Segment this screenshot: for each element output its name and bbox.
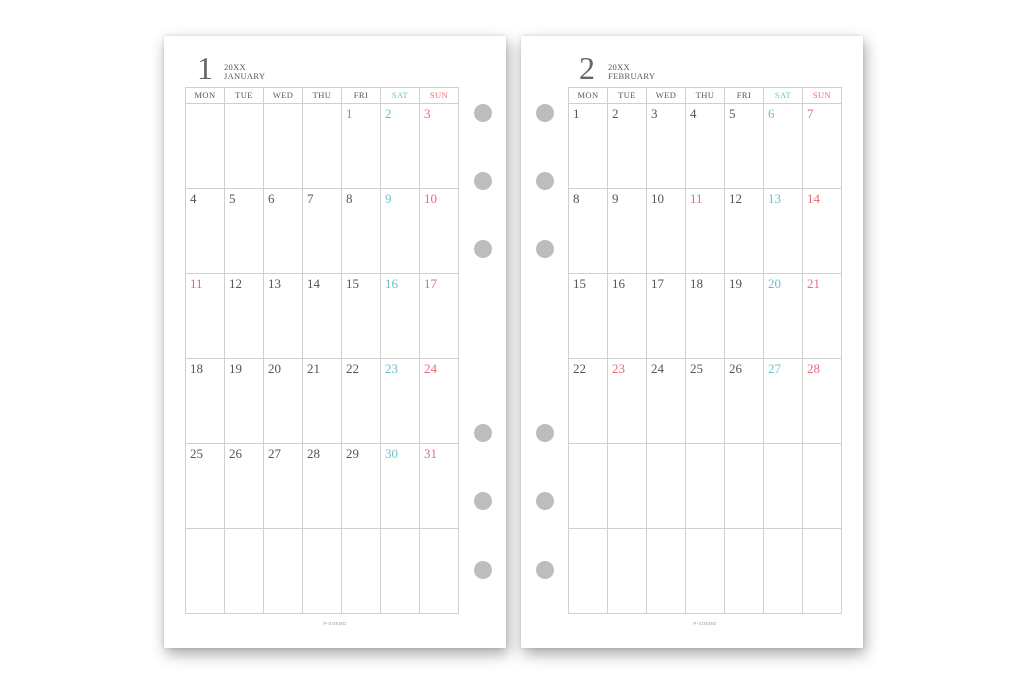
week-row (186, 359, 459, 444)
month-name: JANUARY (224, 71, 266, 81)
day-number: 9 (385, 191, 392, 206)
weekday-header-thu: THU (303, 88, 342, 104)
day-number: 6 (768, 106, 775, 121)
day-number: 1 (573, 106, 580, 121)
day-cell[interactable] (342, 529, 381, 614)
weekday-header-sun: SUN (803, 88, 842, 104)
day-cell[interactable] (803, 189, 842, 274)
day-number: 19 (729, 276, 742, 291)
day-number: 17 (424, 276, 437, 291)
day-cell[interactable] (764, 104, 803, 189)
binder-hole (536, 172, 554, 190)
week-row (186, 189, 459, 274)
day-number: 27 (268, 446, 281, 461)
week-row (569, 444, 842, 529)
day-number (803, 444, 841, 447)
day-cell[interactable] (569, 359, 608, 444)
weekday-header-fri: FRI (342, 88, 381, 104)
year-label: 20XX (608, 62, 630, 72)
day-number: 13 (268, 276, 281, 291)
weekday-header-sat: SAT (764, 88, 803, 104)
day-number: 30 (385, 446, 398, 461)
day-number: 10 (651, 191, 664, 206)
day-cell[interactable] (725, 359, 764, 444)
day-number: 15 (346, 276, 359, 291)
day-cell[interactable] (381, 189, 420, 274)
day-number (764, 444, 802, 447)
day-number (803, 529, 841, 532)
day-cell[interactable] (225, 359, 264, 444)
day-cell[interactable] (342, 189, 381, 274)
day-cell[interactable] (303, 529, 342, 614)
day-number: 15 (573, 276, 586, 291)
day-cell[interactable] (725, 529, 764, 614)
day-cell[interactable] (647, 274, 686, 359)
day-cell[interactable] (303, 104, 342, 189)
day-number (725, 529, 763, 532)
day-cell[interactable] (764, 529, 803, 614)
day-cell[interactable] (264, 529, 303, 614)
day-number: 20 (768, 276, 781, 291)
weekday-header-fri: FRI (725, 88, 764, 104)
day-cell[interactable] (420, 104, 459, 189)
day-number: 14 (307, 276, 320, 291)
calendar-page-january (164, 36, 506, 648)
day-cell[interactable] (803, 104, 842, 189)
day-cell[interactable] (686, 529, 725, 614)
day-cell[interactable] (264, 274, 303, 359)
day-number: 10 (424, 191, 437, 206)
day-cell[interactable] (381, 359, 420, 444)
week-row (569, 359, 842, 444)
weekday-header-sun: SUN (420, 88, 459, 104)
day-cell[interactable] (803, 274, 842, 359)
binder-hole (536, 104, 554, 122)
day-cell[interactable] (342, 444, 381, 529)
day-cell[interactable] (764, 444, 803, 529)
binder-hole (474, 172, 492, 190)
weekday-header-wed: WED (647, 88, 686, 104)
day-number: 3 (651, 106, 658, 121)
day-cell[interactable] (647, 444, 686, 529)
day-cell[interactable] (803, 359, 842, 444)
day-number: 19 (229, 361, 242, 376)
binder-hole (474, 424, 492, 442)
month-meta (224, 63, 265, 81)
day-cell[interactable] (725, 274, 764, 359)
weekday-header-thu: THU (686, 88, 725, 104)
day-cell[interactable] (608, 104, 647, 189)
day-cell[interactable] (342, 104, 381, 189)
day-number (647, 529, 685, 532)
day-number: 23 (385, 361, 398, 376)
day-number: 16 (385, 276, 398, 291)
binder-hole (474, 240, 492, 258)
day-cell[interactable] (764, 359, 803, 444)
day-cell[interactable] (303, 444, 342, 529)
day-cell[interactable] (569, 274, 608, 359)
day-number: 17 (651, 276, 664, 291)
day-number: 7 (307, 191, 314, 206)
year-label: 20XX (224, 62, 246, 72)
day-number (225, 529, 263, 532)
day-cell[interactable] (225, 189, 264, 274)
day-cell[interactable] (342, 359, 381, 444)
binder-hole (474, 561, 492, 579)
month-grid (568, 87, 842, 614)
day-cell[interactable] (569, 104, 608, 189)
day-cell[interactable] (264, 359, 303, 444)
binder-hole (536, 561, 554, 579)
day-number: 31 (424, 446, 437, 461)
day-cell[interactable] (225, 274, 264, 359)
binder-hole (536, 424, 554, 442)
day-number: 1 (346, 106, 353, 121)
day-number: 4 (190, 191, 197, 206)
binder-hole (474, 104, 492, 122)
day-number: 24 (651, 361, 664, 376)
day-cell[interactable] (647, 189, 686, 274)
day-cell[interactable] (608, 444, 647, 529)
day-cell[interactable] (264, 189, 303, 274)
day-cell[interactable] (686, 359, 725, 444)
day-cell[interactable] (569, 529, 608, 614)
day-cell[interactable] (186, 274, 225, 359)
day-number (225, 104, 263, 107)
day-number: 8 (346, 191, 353, 206)
day-cell[interactable] (686, 444, 725, 529)
day-number (420, 529, 458, 532)
day-number (342, 529, 380, 532)
day-number (264, 529, 302, 532)
weekday-header-tue: TUE (608, 88, 647, 104)
day-cell[interactable] (764, 274, 803, 359)
day-number (303, 104, 341, 107)
day-cell[interactable] (608, 189, 647, 274)
day-number: 13 (768, 191, 781, 206)
day-cell[interactable] (569, 189, 608, 274)
month-name: FEBRUARY (608, 71, 656, 81)
day-number: 23 (612, 361, 625, 376)
day-number: 3 (424, 106, 431, 121)
day-number: 22 (573, 361, 586, 376)
day-cell[interactable] (186, 359, 225, 444)
day-cell[interactable] (569, 444, 608, 529)
day-number: 12 (229, 276, 242, 291)
day-cell[interactable] (186, 529, 225, 614)
day-cell[interactable] (303, 359, 342, 444)
day-number: 25 (690, 361, 703, 376)
day-number (381, 529, 419, 532)
day-cell[interactable] (725, 444, 764, 529)
week-row (569, 529, 842, 614)
day-number (569, 444, 607, 447)
day-number: 11 (690, 191, 703, 206)
day-cell[interactable] (686, 104, 725, 189)
day-number: 9 (612, 191, 619, 206)
day-cell[interactable] (686, 274, 725, 359)
day-cell[interactable] (381, 444, 420, 529)
day-cell[interactable] (420, 444, 459, 529)
day-number: 12 (729, 191, 742, 206)
day-cell[interactable] (225, 529, 264, 614)
day-number: 6 (268, 191, 275, 206)
page-footer: P-SOEMO (323, 621, 347, 626)
day-number (686, 444, 724, 447)
day-cell[interactable] (225, 104, 264, 189)
day-number (608, 444, 646, 447)
day-cell[interactable] (381, 274, 420, 359)
day-cell[interactable] (420, 359, 459, 444)
day-cell[interactable] (725, 189, 764, 274)
weekday-header-mon: MON (569, 88, 608, 104)
day-cell[interactable] (186, 189, 225, 274)
day-cell[interactable] (803, 444, 842, 529)
day-number: 26 (729, 361, 742, 376)
day-cell[interactable] (225, 444, 264, 529)
day-number: 2 (385, 106, 392, 121)
day-number: 18 (690, 276, 703, 291)
day-cell[interactable] (186, 444, 225, 529)
day-number: 11 (190, 276, 203, 291)
day-number: 29 (346, 446, 359, 461)
day-cell[interactable] (608, 529, 647, 614)
day-number: 16 (612, 276, 625, 291)
day-number (186, 104, 224, 107)
day-number: 28 (307, 446, 320, 461)
day-number: 18 (190, 361, 203, 376)
month-grid (185, 87, 459, 614)
day-cell[interactable] (803, 529, 842, 614)
day-cell[interactable] (608, 359, 647, 444)
weekday-header-sat: SAT (381, 88, 420, 104)
binder-hole (536, 240, 554, 258)
binder-hole (474, 492, 492, 510)
day-number: 7 (807, 106, 814, 121)
day-number: 22 (346, 361, 359, 376)
weekday-header-mon: MON (186, 88, 225, 104)
day-number: 5 (229, 191, 236, 206)
day-number (303, 529, 341, 532)
month-meta (608, 63, 655, 81)
day-number: 24 (424, 361, 437, 376)
day-cell[interactable] (264, 104, 303, 189)
month-number: 2 (579, 50, 595, 86)
week-row (569, 274, 842, 359)
day-number: 14 (807, 191, 820, 206)
week-row (186, 274, 459, 359)
day-cell[interactable] (647, 529, 686, 614)
page-footer: P-SOEMO (693, 621, 717, 626)
binder-hole (536, 492, 554, 510)
day-cell[interactable] (303, 189, 342, 274)
day-cell[interactable] (381, 104, 420, 189)
calendar-page-february (521, 36, 863, 648)
day-number (186, 529, 224, 532)
day-cell[interactable] (420, 189, 459, 274)
day-number: 26 (229, 446, 242, 461)
day-cell[interactable] (686, 189, 725, 274)
day-cell[interactable] (725, 104, 764, 189)
day-cell[interactable] (303, 274, 342, 359)
day-number: 21 (807, 276, 820, 291)
week-row (569, 189, 842, 274)
day-number: 21 (307, 361, 320, 376)
day-number (264, 104, 302, 107)
day-cell[interactable] (647, 104, 686, 189)
weekday-header-wed: WED (264, 88, 303, 104)
day-cell[interactable] (342, 274, 381, 359)
day-number (647, 444, 685, 447)
day-cell[interactable] (381, 529, 420, 614)
day-cell[interactable] (186, 104, 225, 189)
day-number: 8 (573, 191, 580, 206)
day-number: 4 (690, 106, 697, 121)
day-cell[interactable] (420, 529, 459, 614)
week-row (186, 104, 459, 189)
day-cell[interactable] (764, 189, 803, 274)
day-cell[interactable] (608, 274, 647, 359)
day-number: 5 (729, 106, 736, 121)
day-number: 2 (612, 106, 619, 121)
day-number (725, 444, 763, 447)
week-row (569, 104, 842, 189)
month-number: 1 (197, 50, 213, 86)
week-row (186, 529, 459, 614)
day-cell[interactable] (264, 444, 303, 529)
day-number (686, 529, 724, 532)
week-row (186, 444, 459, 529)
day-number (569, 529, 607, 532)
day-number: 25 (190, 446, 203, 461)
day-cell[interactable] (420, 274, 459, 359)
day-number: 28 (807, 361, 820, 376)
weekday-header-tue: TUE (225, 88, 264, 104)
day-number: 27 (768, 361, 781, 376)
day-cell[interactable] (647, 359, 686, 444)
day-number (764, 529, 802, 532)
day-number (608, 529, 646, 532)
day-number: 20 (268, 361, 281, 376)
